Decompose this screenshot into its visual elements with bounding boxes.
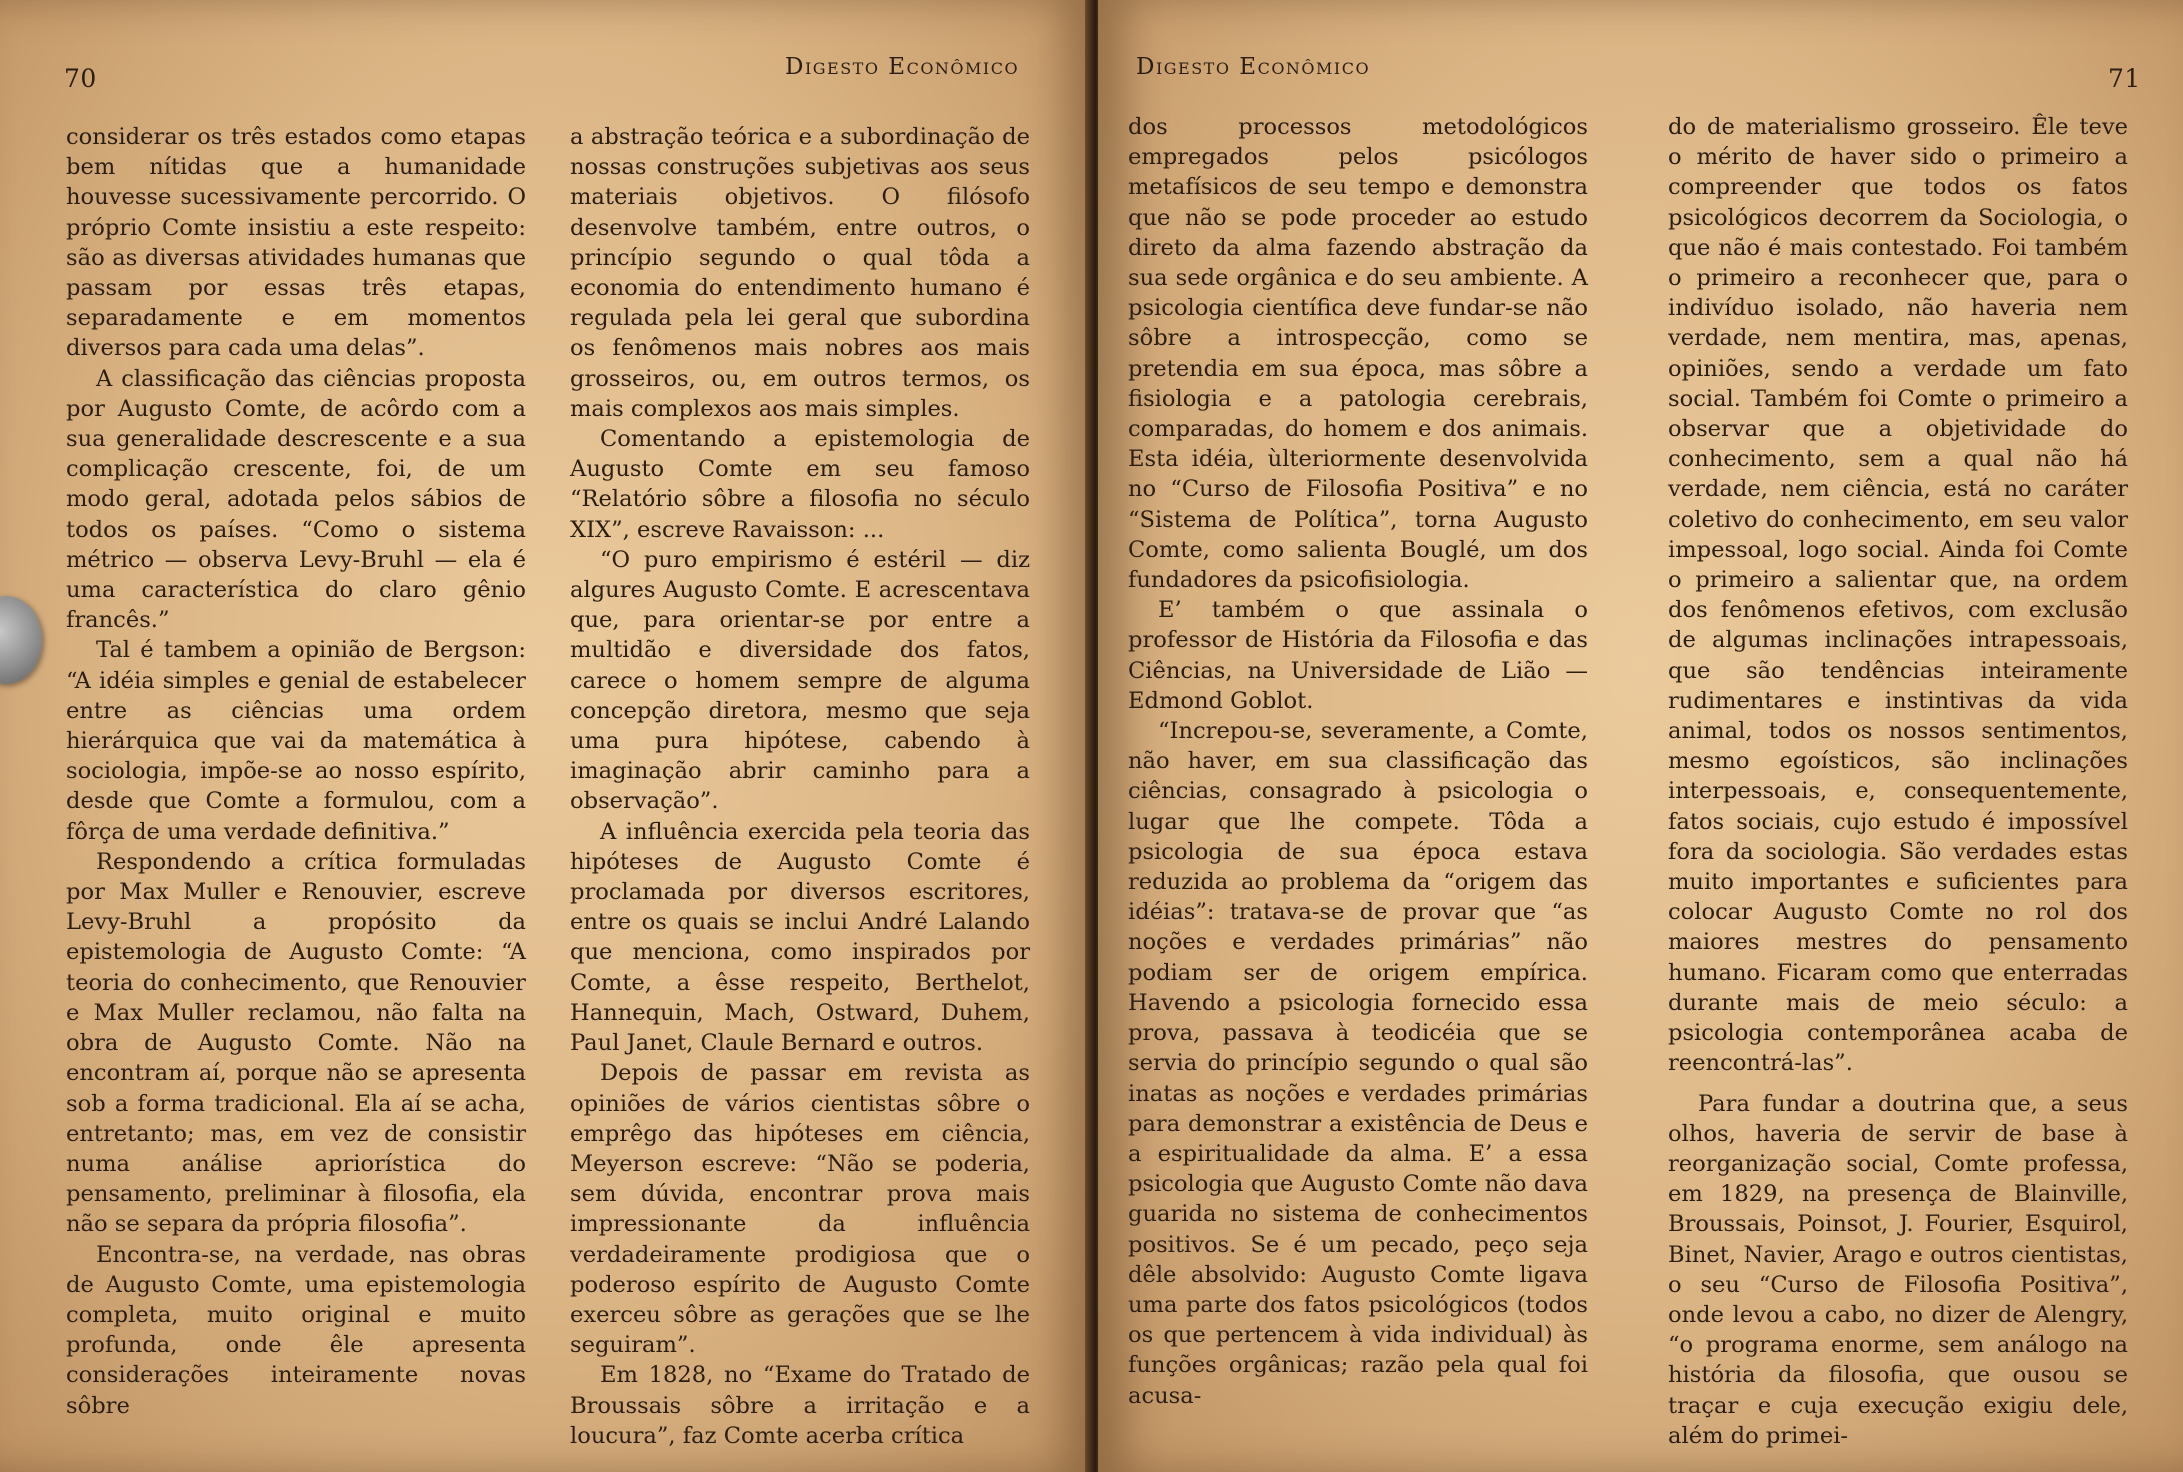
left-column-2 [570,122,1030,1451]
running-head-left: Digesto Econômico [785,54,1020,80]
right-column-2 [1668,112,2128,1451]
page-number-right: 71 [2108,64,2141,93]
paragraph: Para fundar a doutrina que, a seus olhos, haveria de servir de base à reorganização social, Comte professa, em 1829, na presença de Blainville, Broussais, Poinsot, J. Fourier, Esquirol, Binet, Navier, Arago e outros cientistas, o seu “Curso de Filosofia Positiva”, onde levou a cabo, no dizer de Alengry, “o programa enorme, sem análogo na história da filosofia, que ousou se traçar e cuja execução exigiu dele, além do primei- [1668,1090,2128,1449]
paragraph: A influência exercida pela teoria das hipóteses de Augusto Comte é proclamada por diversos escritores, entre os quais se inclui André Lalando que menciona, como inspirados por Comte, a êsse respeito, Berthelot, Hannequin, Mach, Ostward, Duhem, Paul Janet, Claule Bernard e outros. [570,818,1030,1057]
paragraph: Em 1828, no “Exame do Tratado de Broussais sôbre a irritação e a loucura”, faz Comte acerba crítica [570,1362,1030,1449]
paragraph: dos processos metodológicos empregados pelos psicólogos metafísicos de seu tempo e demonstra que não se pode proceder ao estudo direto da alma fazendo abstração da sua sede orgânica e do seu ambiente. A psicologia científica deve fundar-se não sôbre a introspecção, como se pretendia em sua época, mas sôbre a fisiologia e a patologia cerebrais, comparadas, do homem e dos animais. Esta idéia, ùlteriormente desenvolvida no “Curso de Filosofia Positiva” e no “Sistema de Política”, torna Augusto Comte, como salienta Bouglé, um dos fundadores da psicofisiologia. [1128,114,1588,594]
left-page [0,0,1091,1472]
right-page [1098,0,2183,1472]
paragraph: “Increpou-se, severamente, a Comte, não haver, em sua classificação das ciências, consagrado à psicologia o lugar que lhe compete. Tôda a psicologia de sua época estava reduzida ao problema da “origem das idéias”: tratava-se de provar que “as noções e verdades primárias” não podiam ser de origem empírica. Havendo a psicologia fornecido essa prova, passava à teodicéia que se servia do princípio segundo o qual são inatas as noções e verdades primárias para demonstrar a existência de Deus e a espiritualidade da alma. E’ a essa psicologia que Augusto Comte não dava guarida no sistema de conhecimentos positivos. Se é um pecado, peço seja dêle absolvido: Augusto Comte ligava uma parte dos fatos psicológicos (todos os que pertencem à vida individual) às funções orgânicas; razão pela qual foi acusa- [1128,718,1588,1409]
right-column-1 [1128,112,1588,1411]
paragraph: Depois de passar em revista as opiniões de vários cientistas sôbre o emprêgo das hipóteses em ciência, Meyerson escreve: “Não se poderia, sem dúvida, encontrar prova mais impressionante da influência verdadeiramente prodigiosa que o poderoso espírito de Augusto Comte exerceu sôbre as gerações que se lhe seguiram”. [570,1060,1030,1359]
paragraph: Comentando a epistemologia de Augusto Comte em seu famoso “Relatório sôbre a filosofia no século XIX”, escreve Ravaisson: ... [570,426,1030,543]
paragraph: “O puro empirismo é estéril — diz algures Augusto Comte. E acrescentava que, para orientar-se por entre a multidão e diversidade dos fatos, carece o homem sempre de alguma concepção diretora, mesmo que seja uma pura hipótese, cabendo à imaginação abrir caminho para a observação”. [570,546,1030,815]
paragraph: do de materialismo grosseiro. Êle teve o mérito de haver sido o primeiro a compreender que todos os fatos psicológicos decorrem da Sociologia, o que não é mais contestado. Foi também o primeiro a reconhecer que, para o indivíduo isolado, não haveria nem verdade, nem mentira, mas, apenas, opiniões, sendo a verdade um fato social. Também foi Comte o primeiro a observar que a objetividade do conhecimento, sem a qual não há verdade, nem ciência, está no caráter coletivo do conhecimento, em seu valor impessoal, logo social. Ainda foi Comte o primeiro a salientar que, na ordem dos fenômenos efetivos, com exclusão de algumas inclinações intrapessoais, que são tendências inteiramente rudimentares e instintivas da vida animal, todos os nossos sentimentos, mesmo egoísticos, são inclinações interpessoais, e, consequentemente, fatos sociais, cujo estudo é impossível fora da sociologia. São verdades estas muito importantes e suficientes para colocar Augusto Comte no rol dos maiores mestres do pensamento humano. Ficaram como que enterradas durante mais de meio século: a psicologia contemporânea acaba de reencontrá-las”. [1668,114,2128,1077]
page-number-left: 70 [64,64,97,93]
paragraph: Respondendo a crítica formuladas por Max Muller e Renouvier, escreve Levy-Bruhl a propósito da epistemologia de Augusto Comte: “A teoria do conhecimento, que Renouvier e Max Muller reclamou, não falta na obra de Augusto Comte. Não na encontram aí, porque não se apresenta sob a forma tradicional. Ela aí se acha, entretanto; mas, em vez de consistir numa análise apriorística do pensamento, preliminar à filosofia, ela não se separa da própria filosofia”. [66,848,526,1238]
running-head-right: Digesto Econômico [1136,54,1371,80]
paragraph: A classificação das ciências proposta por Augusto Comte, de acôrdo com a sua generalidade descrescente e a sua complicação crescente, foi, de um modo geral, adotada pelos sábios de todos os países. “Como o sistema métrico — observa Levy-Bruhl — ela é uma característica do claro gênio francês.” [66,365,526,634]
paragraph: E’ também o que assinala o professor de História da Filosofia e das Ciências, na Universidade de Lião — Edmond Goblot. [1128,597,1588,714]
paragraph: Encontra-se, na verdade, nas obras de Augusto Comte, uma epistemologia completa, muito original e muito profunda, onde êle apresenta considerações inteiramente novas sôbre [66,1241,526,1419]
left-column-1 [66,122,526,1421]
metal-clip [0,596,42,684]
paragraph: Tal é tambem a opinião de Bergson: “A idéia simples e genial de estabelecer entre as ciências uma ordem hierárquica que vai da matemática à sociologia, impõe-se ao nosso espírito, desde que Comte a formulou, com a fôrça de uma verdade definitiva.” [66,637,526,845]
paragraph: considerar os três estados como etapas bem nítidas que a humanidade houvesse sucessivamente percorrido. O próprio Comte insistiu a este respeito: são as diversas atividades humanas que passam por essas três etapas, separadamente e em momentos diversos para cada uma delas”. [66,124,526,362]
paragraph: a abstração teórica e a subordinação de nossas construções subjetivas aos seus materiais objetivos. O filósofo desenvolve também, entre outros, o princípio segundo o qual tôda a economia do entendimento humano é regulada pela lei geral que subordina os fenômenos mais nobres aos mais grosseiros, ou, em outros termos, os mais complexos aos mais simples. [570,124,1030,422]
